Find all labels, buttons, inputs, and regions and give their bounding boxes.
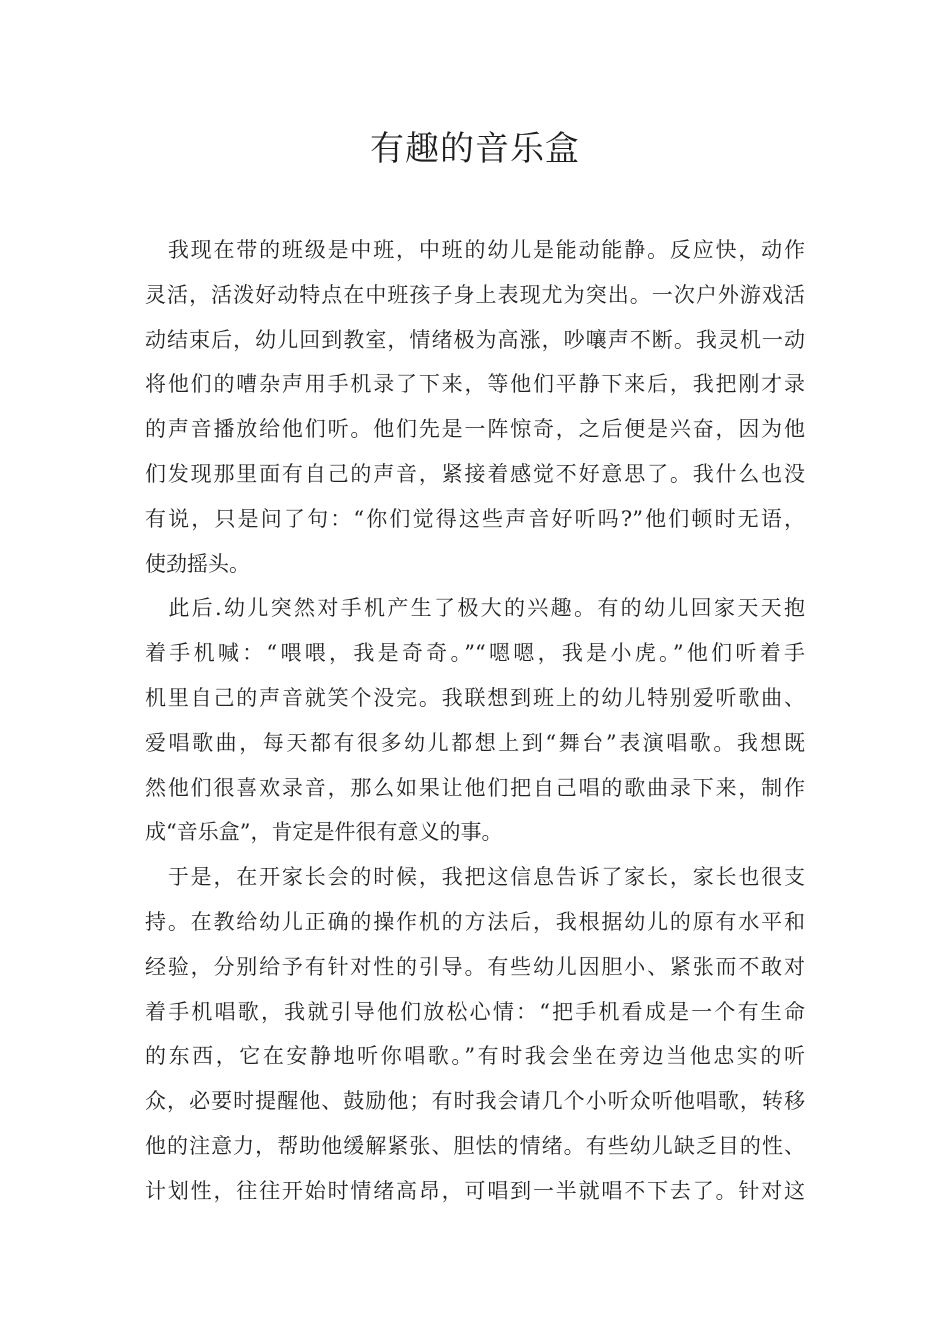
body-line: 着手机唱歌，我就引导他们放松心情：“把手机看成是一个有生命: [145, 999, 805, 1024]
body-line: 然他们很喜欢录音，那么如果让他们把自己唱的歌曲录下来，制作: [145, 775, 805, 800]
body-line: 使劲摇头。: [145, 551, 250, 576]
body-line: 他的注意力，帮助他缓解紧张、胆怯的情绪。有些幼儿缺乏目的性、: [145, 1133, 805, 1158]
body-line: 着手机喊：“喂喂，我是奇奇。”“嗯嗯，我是小虎。”他们听着手: [145, 641, 805, 666]
body-line: 众，必要时提醒他、鼓励他；有时我会请几个小听众听他唱歌，转移: [145, 1089, 805, 1114]
body-line: 此后.幼儿突然对手机产生了极大的兴趣。有的幼儿回家天天抱: [145, 596, 805, 621]
body-line: 机里自己的声音就笑个没完。我联想到班上的幼儿特别爱听歌曲、: [145, 685, 805, 710]
body-line: 成“音乐盒”，肯定是件很有意义的事。: [145, 820, 503, 845]
body-line: 有说，只是问了句：“你们觉得这些声音好听吗?”他们顿时无语，: [145, 506, 805, 531]
body-line: 经验，分别给予有针对性的引导。有些幼儿因胆小、紧张而不敢对: [145, 954, 805, 979]
body-line: 于是，在开家长会的时候，我把这信息告诉了家长，家长也很支: [145, 865, 805, 890]
body-line: 灵活，活泼好动特点在中班孩子身上表现尤为突出。一次户外游戏活: [145, 282, 805, 307]
body-line: 的东西，它在安静地听你唱歌。”有时我会坐在旁边当他忠实的听: [145, 1044, 805, 1069]
body-line: 动结束后，幼儿回到教室，情绪极为高涨，吵嚷声不断。我灵机一动: [145, 327, 805, 352]
body-line: 持。在教给幼儿正确的操作机的方法后，我根据幼儿的原有水平和: [145, 909, 805, 934]
body-line: 们发现那里面有自己的声音，紧接着感觉不好意思了。我什么也没: [145, 461, 805, 486]
body-line: 将他们的嘈杂声用手机录了下来，等他们平静下来后，我把刚才录: [145, 372, 805, 397]
body-line: 的声音播放给他们听。他们先是一阵惊奇，之后便是兴奋，因为他: [145, 417, 805, 442]
body-line: 计划性，往往开始时情绪高昂，可唱到一半就唱不下去了。针对这: [145, 1178, 805, 1203]
document-title: 有趣的音乐盒: [370, 129, 580, 169]
document-body: [145, 228, 805, 1214]
body-line: 我现在带的班级是中班，中班的幼儿是能动能静。反应快，动作: [145, 238, 805, 262]
body-line: 爱唱歌曲，每天都有很多幼儿都想上到“舞台”表演唱歌。我想既: [145, 730, 805, 755]
